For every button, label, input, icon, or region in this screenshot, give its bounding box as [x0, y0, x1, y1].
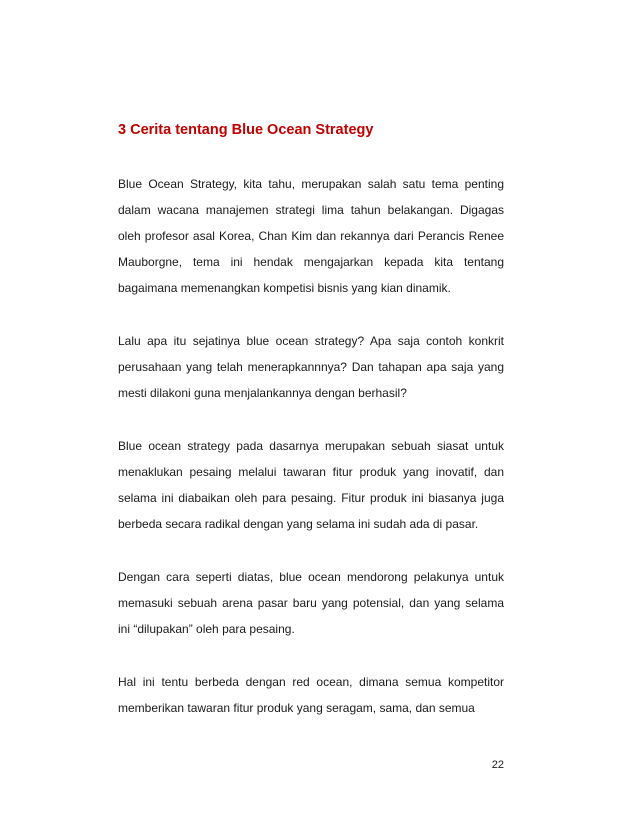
paragraph-1: Blue Ocean Strategy, kita tahu, merupakan salah satu tema penting dalam wacana manajemen strategi lima tahun belakangan. Digagas oleh profesor asal Korea, Chan Kim dan rekannya dari Perancis Renee Mauborgne, tema ini hendak mengajarkan kepada kita tentang bagaimana memenangkan kompetisi bisnis yang kian dinamik. — [118, 177, 504, 295]
paragraph-2: Lalu apa itu sejatinya blue ocean strategy? Apa saja contoh konkrit perusahaan yang telah menerapkannnya? Dan tahapan apa saja yang mesti dilakoni guna menjalankannya dengan berhasil? — [118, 334, 504, 400]
paragraph-5: Hal ini tentu berbeda dengan red ocean, dimana semua kompetitor memberikan tawaran fitur produk yang seragam, sama, dan semua — [118, 675, 504, 715]
paragraph-3: Blue ocean strategy pada dasarnya merupakan sebuah siasat untuk menaklukan pesaing melalui tawaran fitur produk yang inovatif, dan selama ini diabaikan oleh para pesaing. Fitur produk ini biasanya juga berbeda secara radikal dengan yang selama ini sudah ada di pasar. — [118, 439, 504, 531]
section-heading: 3 Cerita tentang Blue Ocean Strategy — [118, 122, 374, 138]
paragraph-4: Dengan cara seperti diatas, blue ocean mendorong pelakunya untuk memasuki sebuah arena pasar baru yang potensial, dan yang selama ini “dilupakan” oleh para pesaing. — [118, 570, 504, 636]
body-text — [118, 171, 504, 721]
page-number: 22 — [491, 759, 504, 771]
